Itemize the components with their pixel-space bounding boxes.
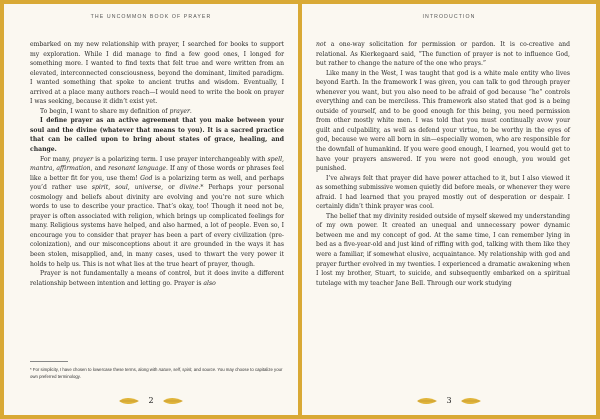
text-run: . If any of those words or phrases feel like a better fit for you, use them!	[30, 165, 285, 182]
text-run: or	[163, 184, 180, 192]
text-run: . You may choose to capitalize your own preferred terminology.	[30, 367, 283, 379]
emphasis: God	[140, 174, 153, 182]
leaf-ornament-icon	[460, 397, 482, 405]
leaf-ornament-icon	[162, 397, 184, 405]
paragraph	[316, 40, 570, 69]
emphasis: spell, mantra, affirmation,	[30, 155, 284, 173]
right-page-body	[316, 40, 570, 288]
page-number-left	[4, 396, 298, 405]
text-run: and	[192, 367, 203, 372]
right-page	[302, 4, 596, 415]
page-number: 3	[446, 396, 452, 405]
paragraph	[30, 155, 284, 270]
text-run: * For simplicity, I have chosen to lowercase these terms, along with	[30, 367, 159, 372]
emphasis: nature, self, spirit,	[158, 367, 193, 372]
footnote-divider	[30, 361, 68, 362]
page-number: 2	[148, 396, 154, 405]
emphasis: prayer	[169, 107, 190, 115]
emphasis: source	[202, 367, 216, 372]
footnote	[30, 366, 284, 380]
paragraph: I’ve always felt that prayer did have power attached to it, but I also viewed it as something submissive women quietly did before meals, or whenever they were afraid. I had learned that you prayed mostly out of desperation or despair. I certainly didn’t think prayer was cool.	[316, 174, 570, 211]
emphasis: also	[203, 279, 216, 287]
bold-definition: I define prayer as an active agreement that you make between your soul and the divine (whatever that means to you). It is a sacred practice that can be called upon to bring about states of grace, healing, and change.	[30, 117, 284, 154]
text-run: To begin, I want to share my definition of	[40, 107, 170, 115]
text-run: and	[92, 165, 109, 173]
running-head-left: THE UNCOMMON BOOK OF PRAYER	[90, 14, 212, 20]
leaf-ornament-icon	[416, 397, 438, 405]
emphasis: not	[316, 41, 327, 48]
emphasis: divine	[179, 184, 199, 192]
text-run: .	[189, 107, 192, 115]
paragraph: The belief that my divinity resided outside of myself skewed my understanding of my own power. It created an unequal and unnecessary power dynamic between me and my concept of god. At the same time, I can remember lying in bed as a five-year-old and just kind of riffing with god, talking with them like they were a familiar, if somewhat elusive, acquaintance. My relationship with god and prayer further evolved in my twenties. I experienced a dramatic awakening when I lost my brother, Stuart, to suicide, and subsequently embarked on a spiritual tutelage with my teacher Jane Bell. Through our work studying	[316, 212, 571, 287]
page-number-right	[302, 396, 596, 405]
text-run: .* Perhaps your personal cosmology and beliefs about divinity are evolving and you’re not sure which words to use to describe your practice. That’s okay, too! Though it need not be, prayer is often associated with religion, which brings up complicated feelings for many. Religious systems have helped, and also harmed, a lot of people. Even so, I encourage you to consider that prayer has been a part of every civilization (pre-colonization), and our misconceptions about it are grounded in the ways it has been stolen, misapplied, and, in many cases, used to thwart the very power it holds to help us. This is not what lies at the true heart of prayer, though.	[30, 184, 284, 268]
emphasis: spirit, soul, universe,	[91, 184, 164, 192]
paragraph: Like many in the West, I was taught that god is a white male entity who lives beyond Earth. In the framework I was given, you can talk to god through prayer whenever you want, but you also need to be afraid of god because “he” controls everything and can be merciless. This framework also stated that god is a being outside of yourself, and to be good enough for this being, you need permission from other mostly white men. I was told that you must continually avow your guilt and culpability, as well as defend your virtue, to be worthy in the eyes of god, because we were all born in sin—especially women, who are responsible for the downfall of humankind. If you were good enough, I learned, you would get to have your prayers answered. If you were not good enough, you would get punished.	[316, 69, 570, 173]
paragraph: embarked on my new relationship with prayer, I searched for books to support my exploration. While I did manage to find a few good ones, I longed for something more. I wanted to find texts that felt true and were written from an elevated, interconnected consciousness, beyond the dominant, limited paradigm. I wanted something that spoke to ancient truths and wisdom. Eventually, I arrived at a place many authors reach—I would need to write the book on prayer I was seeking, because it didn’t exist yet.	[30, 41, 284, 106]
text-run: is a polarizing term. I use prayer interchangeably with	[93, 155, 268, 163]
text-run: Prayer is not fundamentally a means of control, but it does invite a different relationship between intention and letting go. Prayer is	[30, 270, 284, 287]
paragraph	[30, 107, 284, 117]
text-run: For many,	[40, 155, 73, 163]
definition-paragraph	[30, 116, 284, 154]
emphasis: prayer	[72, 155, 93, 163]
text-run: a one-way solicitation for permission or pardon. It is co-creative and relational. As Kierkegaard said, “The function of prayer is not to influence God, but rather to change the nature of the one who prays.”	[316, 41, 570, 68]
leaf-ornament-icon	[118, 397, 140, 405]
running-head-right: INTRODUCTION	[422, 14, 476, 20]
left-page-body	[30, 40, 284, 288]
text-run: is a polarizing term as well, and perhaps you’d rather use	[30, 174, 284, 192]
paragraph	[30, 269, 284, 288]
left-page	[4, 4, 298, 415]
emphasis: resonant language	[108, 165, 166, 173]
book-spread	[4, 4, 596, 415]
